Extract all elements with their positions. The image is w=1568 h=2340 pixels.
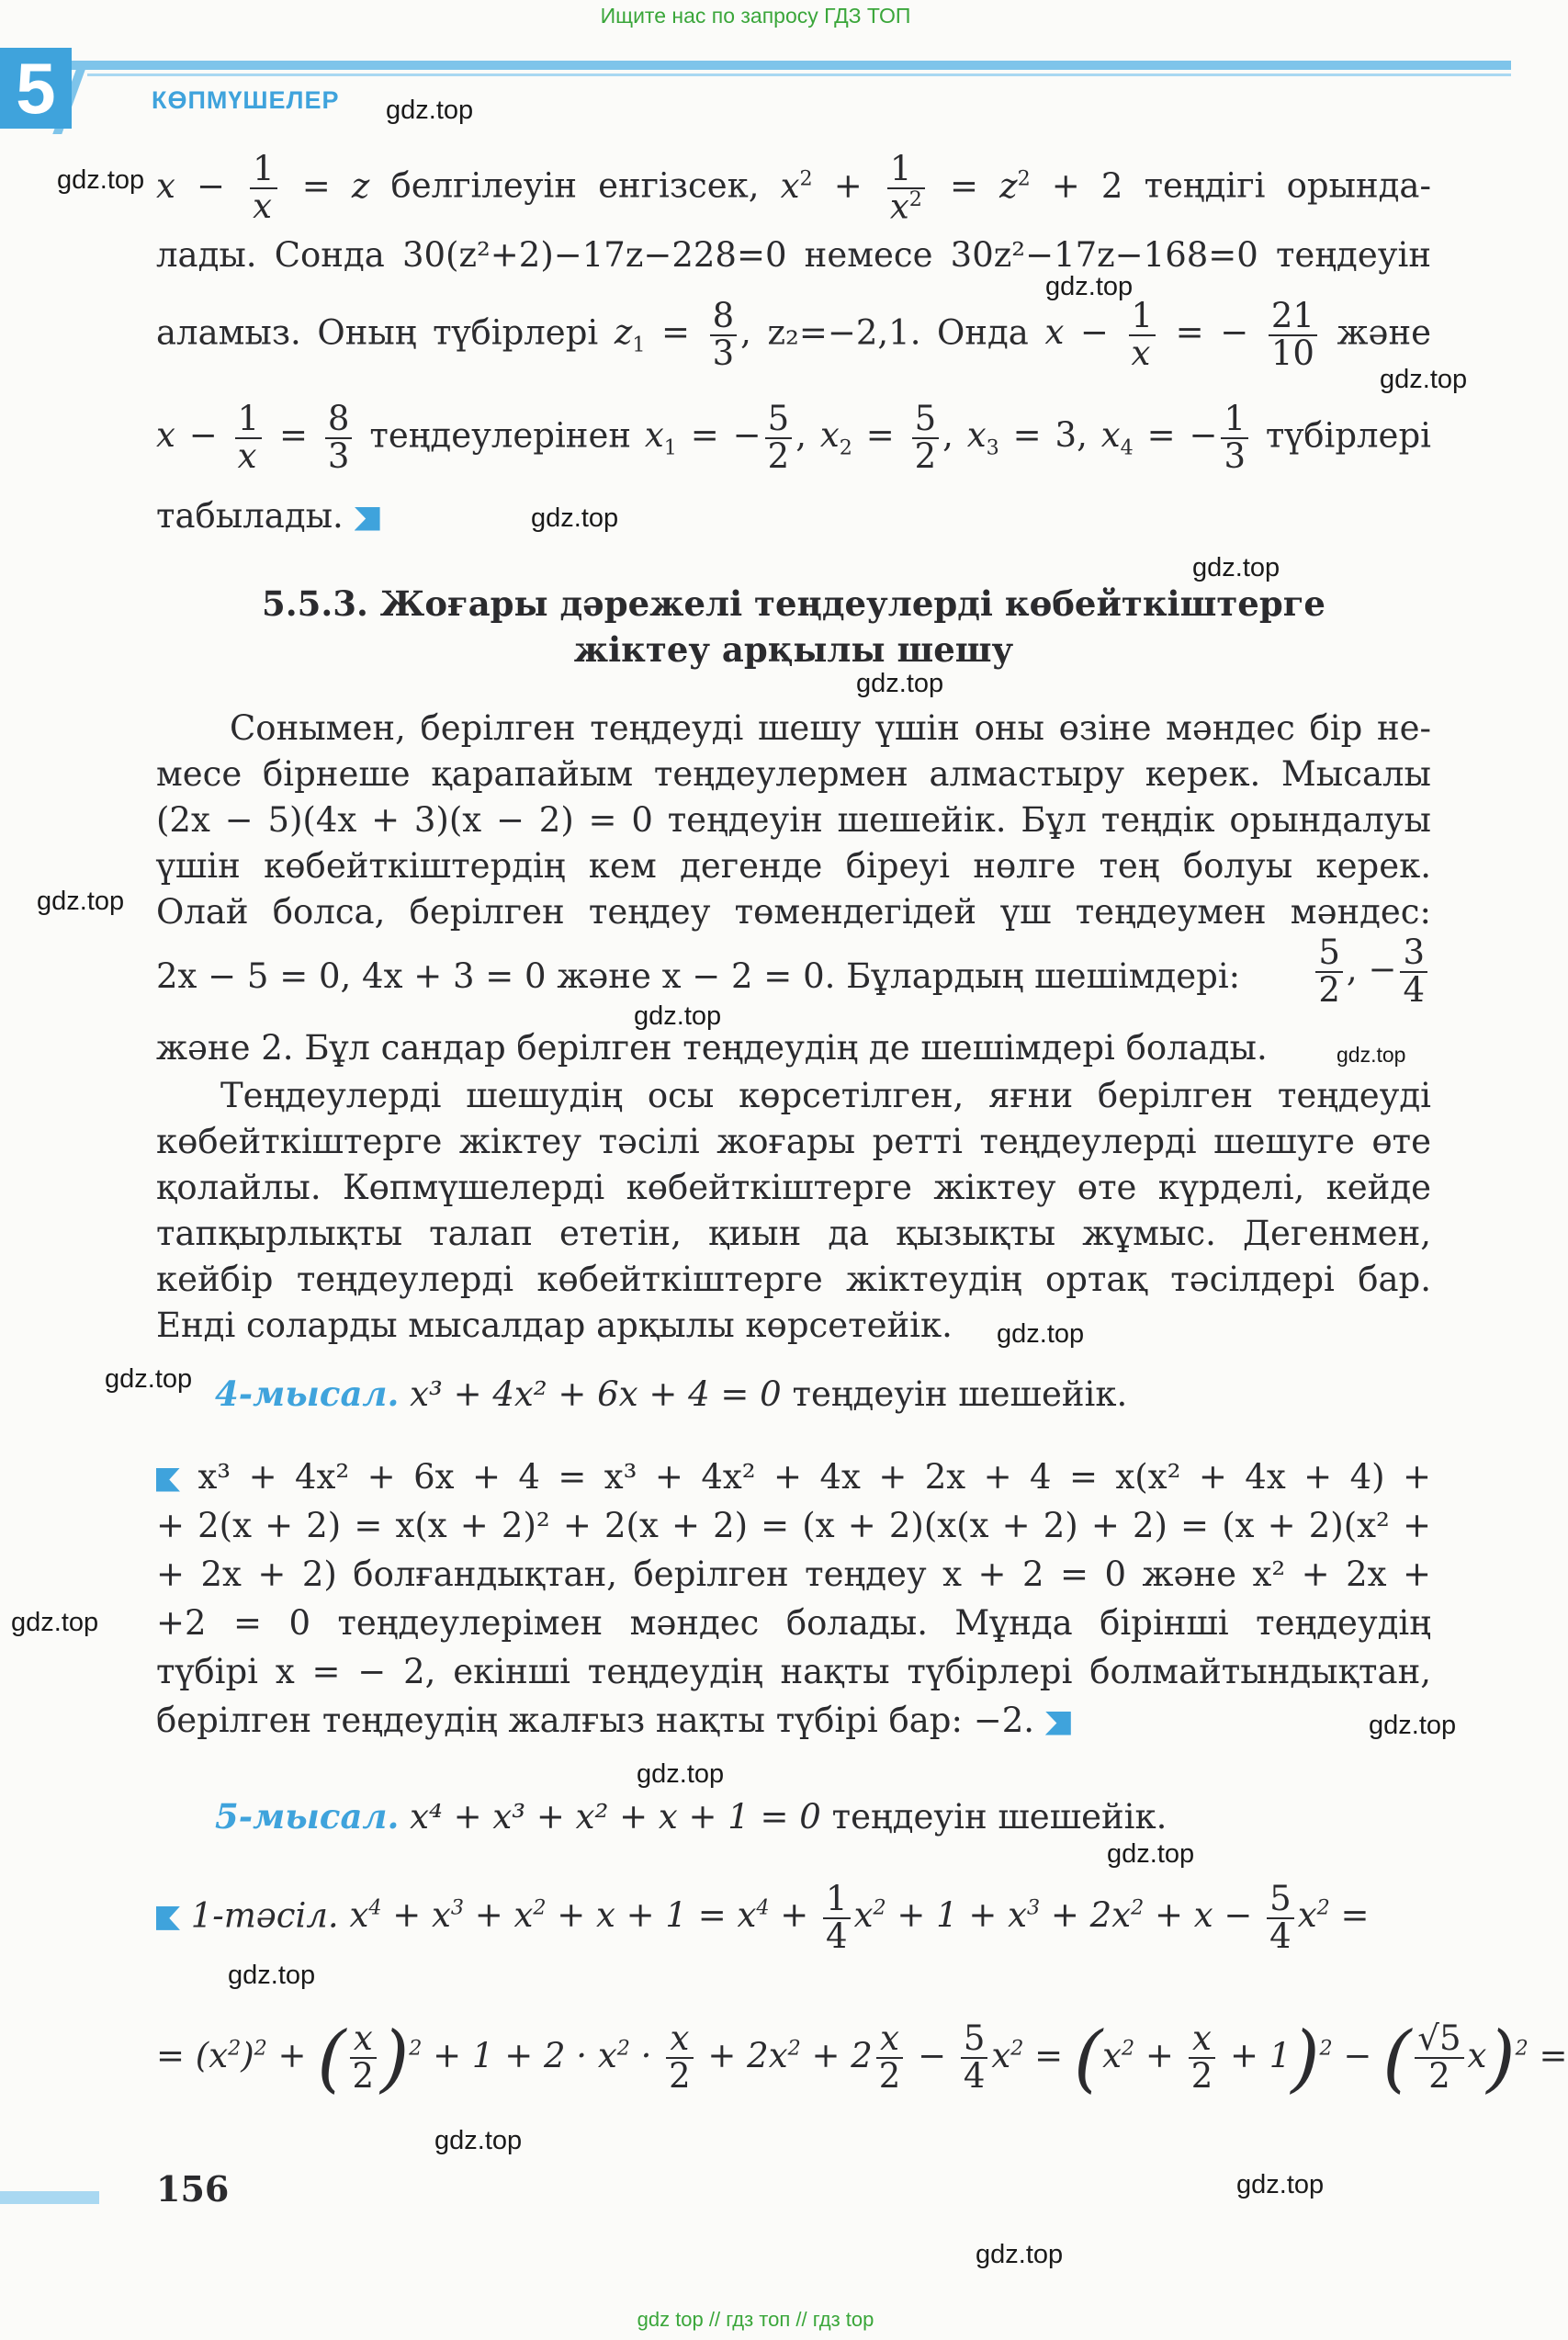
top-link[interactable]: Ищите нас по запросу ГДЗ ТОП — [600, 4, 911, 28]
para2-line1: Сонымен, берілген теңдеуді шешу үшін оны өзіне мәндес бір не- — [230, 708, 1431, 748]
example5-heading: 5-мысал. x⁴ + x³ + x² + x + 1 = 0 теңдеуін шешейік. — [215, 1796, 1168, 1837]
para2-line7: және 2. Бұл сандар берілген теңдеудің де шешімдері болады. — [156, 1028, 1268, 1068]
watermark: gdz.top — [637, 1759, 725, 1789]
watermark: gdz.top — [386, 96, 474, 125]
page-stripe — [0, 2191, 99, 2204]
para3-line1: Теңдеулерді шешудің осы көрсетілген, яғни берілген теңдеуді — [220, 1076, 1431, 1115]
solution-start-icon — [156, 1468, 180, 1492]
chapter-badge: 5 — [0, 48, 72, 129]
para2-line2: месе бірнеше қарапайым теңдеулермен алмастыру керек. Мысалы — [156, 754, 1431, 794]
example4-sol-line5: түбірі x = − 2, екінші теңдеудің нақты түбірлері болмайтындықтан, — [156, 1652, 1431, 1691]
watermark: gdz.top — [37, 887, 125, 916]
example4-sol-line3: + 2x + 2) болғандықтан, берілген теңдеу x + 2 = 0 және x² + 2x + — [156, 1554, 1431, 1594]
watermark: gdz.top — [976, 2240, 1064, 2269]
chapter-title: КӨПМҮШЕЛЕР — [152, 86, 340, 114]
watermark: gdz.top — [1192, 553, 1280, 582]
watermark: gdz.top — [1107, 1839, 1195, 1869]
header-bar — [0, 61, 1511, 70]
para1-line5: табылады. — [156, 493, 1431, 539]
page-number: 156 — [156, 2168, 230, 2210]
watermark: gdz.top — [105, 1364, 193, 1394]
para3-line4: тапқырлықты талап ететін, қиын да қызықты жұмыс. Дегенмен, — [156, 1214, 1431, 1253]
watermark: gdz.top — [531, 503, 619, 533]
footer-link[interactable]: gdz top // гдз топ // гдз top — [637, 2308, 874, 2331]
watermark: gdz.top — [1045, 272, 1134, 301]
para3-line5: кейбір теңдеулерді көбейткіштерге жіктеудің ортақ тәсілдері бар. — [156, 1260, 1431, 1299]
example4-sol-line2: + 2(x + 2) = x(x + 2)² + 2(x + 2) = (x + 2)(x(x + 2) + 2) = (x + 2)(x² + — [156, 1506, 1431, 1545]
para3-line2: көбейткіштерге жіктеу тәсілі жоғары ретті теңдеулерді шешуге өте — [156, 1122, 1431, 1161]
example4-sol-line1: x³ + 4x² + 6x + 4 = x³ + 4x² + 4x + 2x + 4 = x(x² + 4x + 4) + — [156, 1454, 1431, 1500]
watermark: gdz.top — [1369, 1711, 1457, 1740]
para2-line5: Олай болса, берілген теңдеу төмендегідей үш теңдеумен мәндес: — [156, 892, 1431, 932]
watermark: gdz.top — [856, 669, 944, 698]
para1-line4: x − $\frac{1}{x}$ = $\frac{8}{3}$ теңдеулерінен $x_1$ = − $\frac{5}{2}$ , $x_2$ = $\frac{5}{2}$ , $x_3 = 3$, $x_4$ = − $\frac{1}{3}$ түбірлері — [156, 399, 1431, 476]
header-bar-thin — [87, 73, 1511, 76]
watermark: gdz.top — [1380, 365, 1468, 394]
watermark: gdz.top — [1236, 2170, 1325, 2199]
watermark: gdz.top — [997, 1319, 1085, 1349]
para2-line4: үшін көбейткіштердің кем дегенде біреуі нөлге тең болуы керек. — [156, 846, 1431, 886]
para2-line6: 2x − 5 = 0, 4x + 3 = 0 және x − 2 = 0. Бұлардың шешімдері: $\frac{5}{2}$ , − $\frac{3}{4}$ — [156, 954, 1431, 1000]
para2-line3: (2x − 5)(4x + 3)(x − 2) = 0 теңдеуін шешейік. Бұл теңдік орындалуы — [156, 800, 1431, 840]
watermark: gdz.top — [1337, 1043, 1406, 1067]
example4-sol-line4: +2 = 0 теңдеулерімен мәндес болады. Мұнда бірінші теңдеудің — [156, 1603, 1431, 1643]
section-title-line1: 5.5.3. Жоғары дәрежелі теңдеулерді көбейткіштерге — [262, 583, 1325, 624]
para3-line6: Енді соларды мысалдар арқылы көрсетейік. — [156, 1306, 953, 1345]
example4-sol-line6: берілген теңдеудің жалғыз нақты түбірі бар: −2. — [156, 1698, 1431, 1744]
watermark: gdz.top — [57, 165, 145, 195]
end-of-solution-icon — [1045, 1712, 1071, 1735]
example5-method-line: 1-тәсіл. $x^4 + x^3 + x^2 + x + 1 = x^4$ + $\frac{1}{4}$ $x^2 + 1 + x^3 + 2x^2 + x$ − $\frac{5}{4}$ $x^2$ = — [156, 1882, 1431, 1955]
example4-heading: 4-мысал. x³ + 4x² + 6x + 4 = 0 теңдеуін шешейік. — [215, 1373, 1128, 1414]
watermark: gdz.top — [634, 1001, 722, 1031]
watermark: gdz.top — [11, 1608, 99, 1637]
watermark: gdz.top — [434, 2126, 523, 2155]
solution-start-icon — [156, 1906, 180, 1930]
para1-line3: аламыз. Оның түбірлері $z_1$ = $\frac{8}{3}$ , z₂=−2,1. Онда x − $\frac{1}{x}$ = − $\frac{21}{10}$ және — [156, 296, 1432, 373]
end-of-solution-icon — [355, 507, 380, 531]
para1-line1: x − $\frac{1}{x}$ = z белгілеуін енгізсек, $x^2$ + $\frac{1}{x^2}$ = $z^2 + 2$ теңдігі орында- — [156, 149, 1431, 227]
para3-line3: қолайлы. Көпмүшелерді көбейткіштерге жіктеу өте күрделі, кейде — [156, 1168, 1431, 1207]
section-title-line2: жіктеу арқылы шешу — [573, 629, 1014, 670]
para1-line2: лады. Сонда 30(z²+2)−17z−228=0 немесе 30z²−17z−168=0 теңдеуін — [156, 235, 1431, 275]
example5-equation-line: = $(x^2)^2$ + ( $\frac{x}{2}$ )$^2 + 1 + 2 \cdot x^2$ · $\frac{x}{2}$ + $2x^2 + 2$ $\frac{x}{2}$ − $\frac{5}{4}$ $x^2 = (x^2$ + $\frac{x}{2}$ + 1)$^2$ − ( $\frac{√5}{2}$ x)$^2$ = — [156, 2015, 1568, 2100]
watermark: gdz.top — [228, 1961, 316, 1990]
